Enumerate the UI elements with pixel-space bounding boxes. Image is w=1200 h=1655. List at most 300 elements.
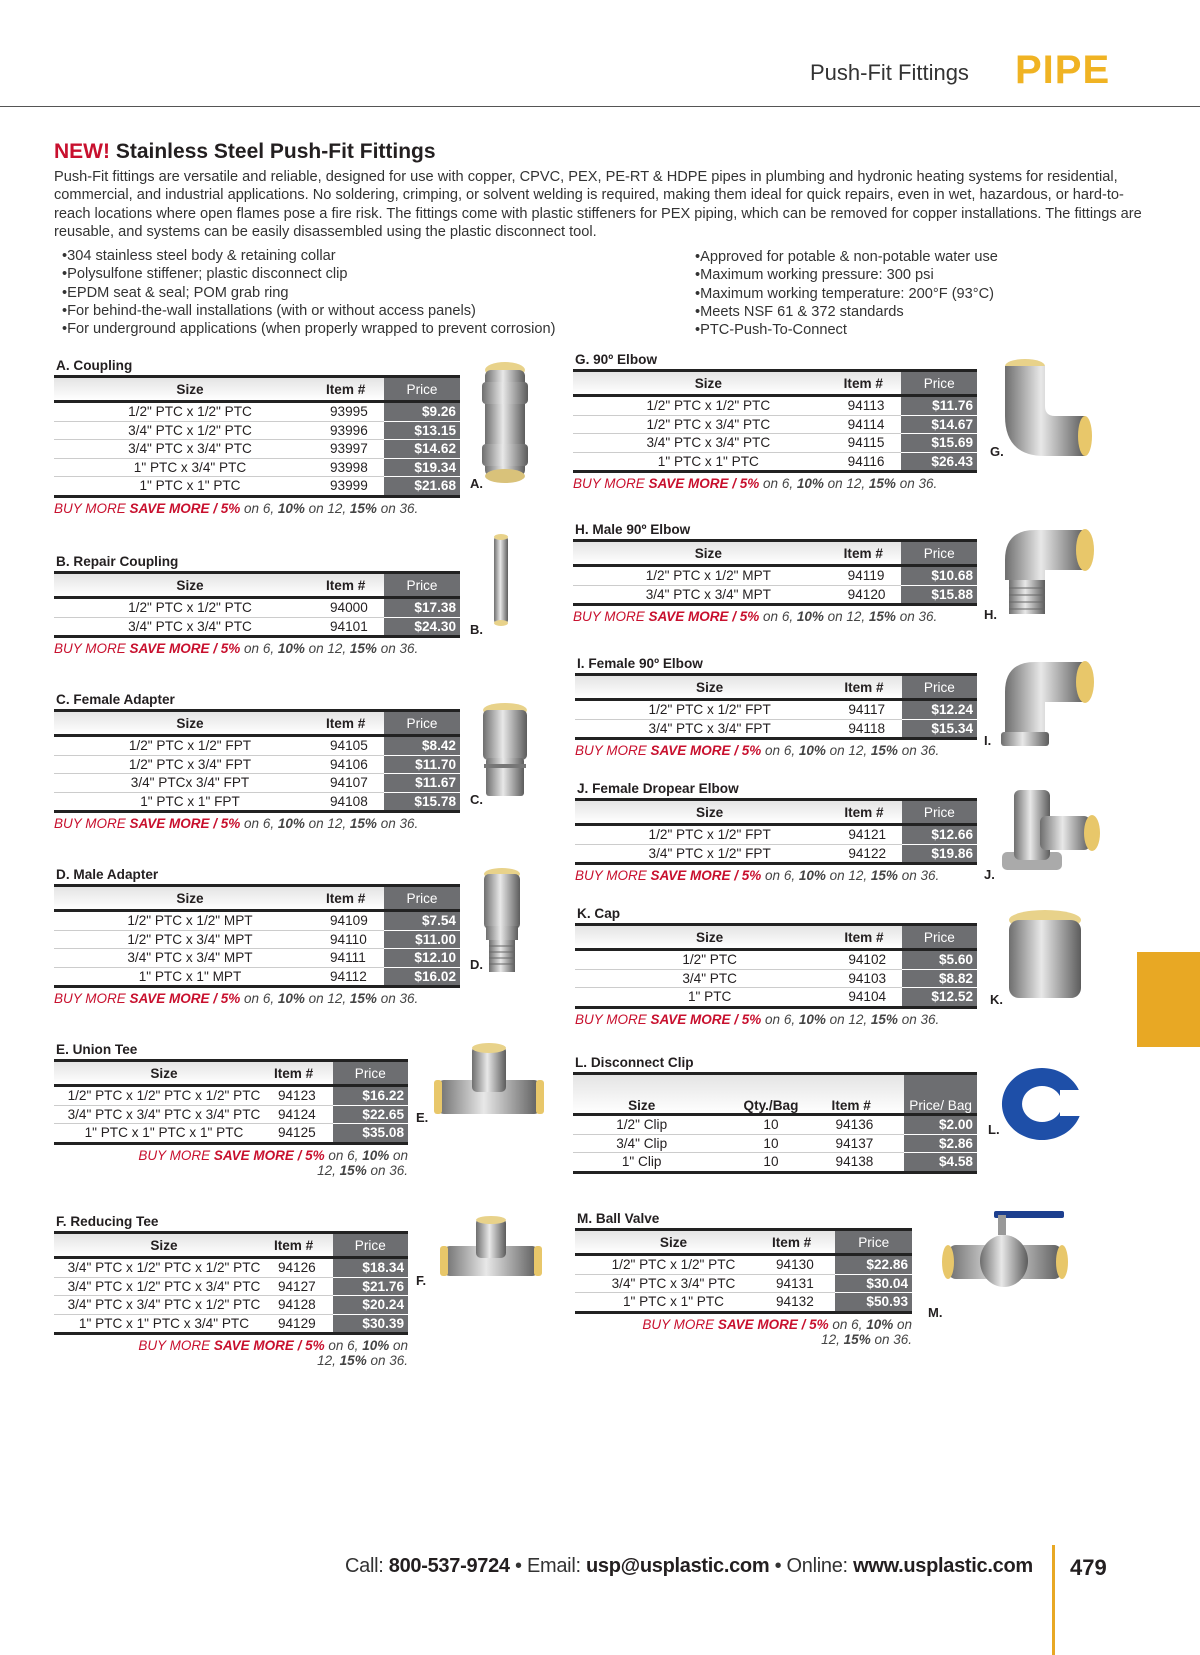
discount-part: on 6, — [759, 609, 797, 624]
cell-price: $15.34 — [902, 719, 977, 739]
discount-part: / 5% — [730, 743, 762, 758]
cell-item: 94110 — [326, 930, 384, 949]
discount-part: SAVE MORE — [717, 1316, 798, 1332]
discount-part: / 5% — [209, 816, 241, 831]
cell-size: 3/4" PTCx 3/4" FPT — [54, 774, 326, 793]
ball-valve-photo — [940, 1205, 1070, 1300]
cell-size: 3/4" PTC x 3/4" MPT — [54, 949, 326, 968]
column-header-price: Price — [333, 1234, 408, 1258]
table-row — [575, 950, 977, 970]
column-header-size: Size — [573, 372, 844, 396]
photo-label-l: L. — [988, 1122, 1000, 1137]
cell-item: 94114 — [844, 415, 902, 434]
cell-price: $12.24 — [902, 700, 977, 720]
cell-size: 3/4" PTC x 3/4" FPT — [575, 719, 844, 739]
cell-size: 3/4" PTC x 3/4" PTC — [573, 434, 844, 453]
feature-bullet: • Maximum working temperature: 200°F (93°C) — [695, 285, 998, 303]
discount-part: on 12, — [304, 816, 350, 831]
discount-part: on 12, — [317, 1338, 408, 1368]
section-disconnect-clip — [573, 1053, 977, 1174]
photo-label-k: K. — [990, 992, 1003, 1007]
female-adapter-volume-discount — [54, 816, 460, 831]
column-header-price: Price — [902, 801, 977, 825]
column-header-price: Price — [901, 542, 977, 566]
disconnect-clip-photo — [990, 1060, 1095, 1145]
column-header-price: Price — [902, 926, 977, 950]
cell-item: 94104 — [844, 988, 901, 1008]
feature-bullet: • EPDM seat & seal; POM grab ring — [62, 284, 555, 302]
cell-price: $24.30 — [384, 617, 460, 637]
discount-part: on 12, — [317, 1147, 408, 1178]
female-90-elbow-volume-discount — [575, 743, 977, 758]
discount-part: BUY MORE — [573, 476, 649, 491]
table-row — [573, 396, 977, 416]
discount-part: on 6, — [828, 1316, 867, 1332]
cell-price: $4.58 — [904, 1153, 977, 1173]
cell-price: $11.67 — [384, 774, 460, 793]
section-ball-valve — [575, 1209, 912, 1347]
cell-price: $22.86 — [835, 1255, 912, 1275]
footer-website[interactable]: www.usplastic.com — [853, 1555, 1033, 1577]
cell-item: 94138 — [832, 1153, 905, 1173]
discount-part: on 12, — [825, 868, 871, 883]
reducing-tee-title: F. Reducing Tee — [56, 1214, 159, 1229]
photo-label-e: E. — [416, 1110, 429, 1125]
discount-part: SAVE MORE — [648, 476, 729, 491]
section-union-tee — [54, 1040, 408, 1178]
cell-price: $50.93 — [835, 1293, 912, 1313]
cell-size: 3/4" PTC x 3/4" PTC x 3/4" PTC — [54, 1105, 274, 1124]
union-tee-photo — [430, 1040, 548, 1130]
table-row — [54, 617, 460, 637]
column-header-price: Price — [333, 1062, 408, 1086]
cell-size: 1/2" PTC x 3/4" PTC — [573, 415, 844, 434]
male-90-elbow-volume-discount — [573, 609, 977, 624]
discount-part: on 6, — [240, 641, 278, 656]
discount-part: BUY MORE — [575, 1011, 651, 1027]
discount-part: on 36. — [366, 1353, 408, 1368]
header-category: PIPE — [1015, 48, 1111, 92]
column-header-size: Size — [575, 1231, 772, 1255]
table-row — [54, 792, 460, 812]
column-header-price: Price — [384, 712, 460, 736]
table-row — [54, 736, 460, 756]
column-header-item: Item # — [772, 1231, 835, 1255]
discount-part: / 5% — [209, 991, 241, 1006]
discount-part: SAVE MORE — [129, 816, 210, 831]
coupling-volume-discount — [54, 501, 460, 516]
discount-part: on 36. — [897, 743, 940, 758]
cell-item: 94121 — [844, 825, 901, 845]
column-header-item: Item # — [844, 676, 901, 700]
cell-item: 94130 — [772, 1255, 835, 1275]
discount-part: on 6, — [324, 1338, 363, 1353]
cell-item: 94116 — [844, 452, 902, 472]
cell-item: 94131 — [772, 1274, 835, 1293]
male-adapter-title: D. Male Adapter — [56, 867, 159, 882]
discount-part: BUY MORE — [575, 743, 651, 758]
cell-price: $12.52 — [902, 988, 977, 1008]
column-header-item: Item # — [274, 1062, 333, 1086]
cell-qty: 10 — [710, 1115, 831, 1135]
discount-part: 10% — [798, 743, 826, 758]
cell-price: $26.43 — [901, 452, 977, 472]
discount-part: SAVE MORE — [129, 641, 210, 656]
discount-part: 10% — [362, 1147, 390, 1163]
new-badge: NEW! — [54, 140, 110, 163]
column-header-item: Item # — [326, 712, 384, 736]
cell-size: 3/4" PTC x 1/2" PTC x 1/2" PTC — [54, 1258, 274, 1278]
discount-part: 15% — [870, 868, 898, 883]
cell-price: $21.68 — [384, 477, 460, 497]
table-row — [54, 1105, 408, 1124]
discount-part: BUY MORE — [138, 1338, 214, 1353]
cell-price: $30.04 — [835, 1274, 912, 1293]
coupling-price-table — [54, 378, 460, 498]
cell-item: 94128 — [274, 1296, 333, 1315]
cell-size: 3/4" PTC x 1/2" PTC — [54, 421, 326, 440]
discount-part: 10% — [798, 868, 826, 883]
feature-bullet: • For behind-the-wall installations (with or without access panels) — [62, 302, 555, 320]
reducing-tee-volume-discount — [54, 1338, 408, 1368]
column-header-size: Size — [575, 676, 844, 700]
discount-part: on 6, — [240, 816, 278, 831]
discount-part: 10% — [277, 641, 305, 656]
footer-contact — [345, 1555, 1033, 1578]
dropear-elbow-title: J. Female Dropear Elbow — [577, 781, 739, 796]
section-female-dropear-elbow — [575, 779, 977, 883]
cell-size: 1" PTC — [575, 988, 844, 1008]
footer-email[interactable]: usp@usplastic.com — [585, 1555, 770, 1577]
cell-item: 94126 — [274, 1258, 333, 1278]
discount-part: on 12, — [304, 500, 350, 516]
cell-price: $15.78 — [384, 792, 460, 812]
column-header-size: Size — [54, 1062, 274, 1086]
column-header-qty: Qty./Bag — [710, 1075, 831, 1115]
90-elbow-photo — [990, 352, 1100, 467]
cell-item: 94129 — [274, 1314, 333, 1334]
discount-part: SAVE MORE — [648, 609, 729, 624]
discount-part: 10% — [362, 1338, 390, 1353]
discount-part: on 36. — [895, 609, 938, 624]
cell-size: 1/2" PTC x 1/2" FPT — [575, 700, 844, 720]
cell-item: 94108 — [326, 792, 384, 812]
cell-item: 94119 — [844, 566, 902, 586]
union-tee-title: E. Union Tee — [56, 1042, 138, 1057]
cell-item: 94107 — [326, 774, 384, 793]
discount-part: BUY MORE — [54, 991, 130, 1006]
section-reducing-tee — [54, 1212, 408, 1368]
90-elbow-title: G. 90º Elbow — [575, 352, 658, 367]
table-row — [54, 477, 460, 497]
table-row — [54, 440, 460, 459]
discount-part: 15% — [870, 1011, 898, 1027]
column-header-size: Size — [575, 801, 844, 825]
discount-part: 10% — [866, 1316, 894, 1332]
cell-size: 1/2" PTC — [575, 950, 844, 970]
discount-part: SAVE MORE — [213, 1147, 294, 1163]
discount-part: on 12, — [825, 743, 871, 758]
discount-part: 10% — [277, 816, 305, 831]
cell-price: $30.39 — [333, 1314, 408, 1334]
table-row — [575, 700, 977, 720]
union-tee-price-table — [54, 1062, 408, 1145]
cell-price: $16.22 — [333, 1086, 408, 1106]
column-header-size: Size — [54, 712, 326, 736]
discount-part: BUY MORE — [575, 868, 651, 883]
cell-price: $14.62 — [384, 440, 460, 459]
table-row — [54, 421, 460, 440]
cell-size: 3/4" PTC x 1/2" PTC x 3/4" PTC — [54, 1277, 274, 1296]
discount-part: BUY MORE — [642, 1316, 718, 1332]
ball-valve-volume-discount — [575, 1317, 912, 1347]
discount-part: on 12, — [825, 1011, 871, 1027]
90-elbow-price-table — [573, 372, 977, 473]
cell-item: 94101 — [326, 617, 384, 637]
cell-price: $10.68 — [901, 566, 977, 586]
cell-price: $11.00 — [384, 930, 460, 949]
cap-price-table — [575, 926, 977, 1009]
cell-price: $12.10 — [384, 949, 460, 968]
column-header-size: Size — [573, 542, 844, 566]
cell-size: 1/2" PTC x 3/4" FPT — [54, 755, 326, 774]
cell-item: 94127 — [274, 1277, 333, 1296]
table-row — [573, 1134, 977, 1153]
photo-label-a: A. — [470, 476, 483, 491]
cell-price: $18.34 — [333, 1258, 408, 1278]
female-90-elbow-photo — [995, 652, 1110, 752]
cell-price: $11.76 — [901, 396, 977, 416]
male-90-elbow-title: H. Male 90º Elbow — [575, 522, 691, 537]
photo-label-b: B. — [470, 622, 483, 637]
table-row — [54, 949, 460, 968]
section-male-90-elbow — [573, 520, 977, 624]
cell-size: 1" PTC x 1" PTC x 1" PTC — [54, 1124, 274, 1144]
cell-size: 1/2" PTC x 1/2" PTC x 1/2" PTC — [54, 1086, 274, 1106]
discount-part: on 6, — [761, 1011, 799, 1027]
discount-part: 15% — [868, 476, 896, 491]
photo-label-d: D. — [470, 957, 483, 972]
footer-online-label: • Online: — [769, 1555, 854, 1577]
discount-part: 15% — [843, 1331, 871, 1347]
cell-price: $35.08 — [333, 1124, 408, 1144]
cell-item: 94118 — [844, 719, 901, 739]
cell-price: $17.38 — [384, 598, 460, 618]
discount-part: on 12, — [304, 991, 350, 1006]
discount-part: SAVE MORE — [650, 743, 731, 758]
discount-part: 15% — [339, 1162, 367, 1178]
cell-item: 94117 — [844, 700, 901, 720]
cell-size: 1/2" PTC x 1/2" MPT — [54, 911, 326, 931]
female-adapter-title: C. Female Adapter — [56, 692, 175, 707]
footer-call-label: Call: — [345, 1555, 389, 1577]
cell-price: $22.65 — [333, 1105, 408, 1124]
discount-part: / 5% — [293, 1147, 325, 1163]
male-90-elbow-price-table — [573, 542, 977, 606]
table-row — [573, 415, 977, 434]
column-header-size: Size — [575, 926, 844, 950]
dropear-elbow-price-table — [575, 801, 977, 865]
section-side-tab — [1137, 952, 1200, 1047]
discount-part: 15% — [349, 816, 377, 831]
cell-size: 1/2" PTC x 1/2" MPT — [573, 566, 844, 586]
discount-part: on 12, — [823, 609, 869, 624]
column-header-item: Item # — [326, 574, 384, 598]
table-row — [575, 719, 977, 739]
discount-part: / 5% — [209, 641, 241, 656]
cell-item: 94103 — [844, 969, 901, 988]
feature-bullet: • PTC-Push-To-Connect — [695, 321, 998, 339]
reducing-tee-price-table — [54, 1234, 408, 1335]
coupling-title: A. Coupling — [56, 358, 133, 373]
table-row — [54, 1314, 408, 1334]
cell-item: 94113 — [844, 396, 902, 416]
table-row — [575, 844, 977, 864]
table-row — [54, 930, 460, 949]
footer-divider — [1052, 1545, 1055, 1655]
feature-bullet: • Maximum working pressure: 300 psi — [695, 266, 998, 284]
cell-item: 94124 — [274, 1105, 333, 1124]
discount-part: SAVE MORE — [650, 868, 731, 883]
cell-item: 93997 — [326, 440, 384, 459]
discount-part: / 5% — [293, 1338, 325, 1353]
disconnect-clip-title: L. Disconnect Clip — [575, 1055, 694, 1070]
discount-part: / 5% — [730, 868, 762, 883]
cell-price: $5.60 — [902, 950, 977, 970]
male-90-elbow-photo — [995, 520, 1110, 620]
cell-size: 3/4" PTC x 3/4" PTC — [54, 440, 326, 459]
cell-item: 94109 — [326, 911, 384, 931]
column-header-size: Size — [54, 887, 326, 911]
column-header-price: Price — [901, 372, 977, 396]
table-row — [54, 774, 460, 793]
cell-price: $15.88 — [901, 585, 977, 605]
column-header-size: Size — [54, 574, 326, 598]
column-header-price: Price — [835, 1231, 912, 1255]
cell-item: 93995 — [326, 402, 384, 422]
discount-part: 15% — [339, 1353, 367, 1368]
discount-part: SAVE MORE — [129, 991, 210, 1006]
column-header-item: Item # — [844, 372, 902, 396]
cell-item: 94137 — [832, 1134, 905, 1153]
disconnect-clip-price-table — [573, 1075, 977, 1174]
column-header-item: Item # — [326, 887, 384, 911]
cell-item: 94122 — [844, 844, 901, 864]
column-header-size: Size — [54, 1234, 274, 1258]
female-adapter-price-table — [54, 712, 460, 813]
table-row — [575, 969, 977, 988]
discount-part: SAVE MORE — [213, 1338, 294, 1353]
cell-item: 93999 — [326, 477, 384, 497]
dropear-elbow-volume-discount — [575, 868, 977, 883]
cell-size: 3/4" PTC x 3/4" PTC — [575, 1274, 772, 1293]
discount-part: / 5% — [730, 1011, 762, 1027]
cell-size: 1" PTC x 1" PTC — [575, 1293, 772, 1313]
cap-title: K. Cap — [577, 906, 621, 921]
section-90-elbow — [573, 350, 977, 491]
cell-size: 1" PTC x 1" MPT — [54, 967, 326, 987]
section-male-adapter — [54, 865, 460, 1006]
column-header-item: Item # — [844, 801, 901, 825]
cell-item: 94106 — [326, 755, 384, 774]
table-row — [54, 755, 460, 774]
discount-part: 10% — [277, 991, 305, 1006]
cell-price: $2.00 — [904, 1115, 977, 1135]
discount-part: BUY MORE — [54, 500, 130, 516]
discount-part: on 12, — [823, 476, 869, 491]
cell-size: 3/4" PTC x 3/4" PTC x 1/2" PTC — [54, 1296, 274, 1315]
cell-item: 94123 — [274, 1086, 333, 1106]
column-header-item: Item # — [274, 1234, 333, 1258]
discount-part: on 6, — [761, 743, 799, 758]
cell-qty: 10 — [710, 1153, 831, 1173]
discount-part: 10% — [796, 609, 824, 624]
cell-item: 93998 — [326, 458, 384, 477]
column-header-price: Price — [384, 574, 460, 598]
discount-part: 15% — [870, 743, 898, 758]
dropear-elbow-photo — [990, 782, 1110, 877]
table-row — [573, 1115, 977, 1135]
feature-bullet: • 304 stainless steel body & retaining collar — [62, 247, 555, 265]
cell-price: $14.67 — [901, 415, 977, 434]
table-row — [54, 1124, 408, 1144]
cell-size: 1/2" PTC x 1/2" PTC — [54, 598, 326, 618]
column-header-size: Size — [54, 378, 326, 402]
ball-valve-title: M. Ball Valve — [577, 1211, 660, 1226]
cell-item: 94115 — [844, 434, 902, 453]
column-header-item: Item # — [844, 542, 902, 566]
table-row — [573, 434, 977, 453]
feature-bullet: • For underground applications (when properly wrapped to prevent corrosion) — [62, 320, 555, 338]
discount-part: on 6, — [761, 868, 799, 883]
photo-label-m: M. — [928, 1305, 943, 1320]
table-row — [54, 458, 460, 477]
discount-part: 15% — [349, 641, 377, 656]
intro-paragraph: Push-Fit fittings are versatile and reliable, designed for use with copper, CPVC, PEX, PE-RT & HDPE pipes in plumbing and hydronic heating systems for residential, commercial, and industrial applications. No soldering, crimping, or solvent welding is required, making them ideal for quick repairs, even in wet, hazardous, or hard-to-reach locations where open flames pose a fire risk. The fittings come with plastic stiffeners for PEX piping, which can be removed for copper installations. The fittings are reusable, and systems can be easily disassembled using the plastic disconnect tool. — [54, 169, 1142, 240]
footer-phone[interactable]: 800-537-9724 — [388, 1555, 510, 1577]
table-row — [54, 911, 460, 931]
photo-label-g: G. — [990, 444, 1004, 459]
cell-price: $2.86 — [904, 1134, 977, 1153]
cell-item: 94112 — [326, 967, 384, 987]
discount-part: / 5% — [209, 500, 241, 516]
table-row — [573, 566, 977, 586]
cell-size: 1" PTC x 3/4" PTC — [54, 458, 326, 477]
table-row — [575, 825, 977, 845]
table-row — [575, 1255, 912, 1275]
cell-item: 93996 — [326, 421, 384, 440]
cell-price: $21.76 — [333, 1277, 408, 1296]
cap-volume-discount — [575, 1012, 977, 1027]
90-elbow-volume-discount — [573, 476, 977, 491]
section-cap — [575, 904, 977, 1027]
cell-size: 1" PTC x 1" PTC x 3/4" PTC — [54, 1314, 274, 1334]
discount-part: on 36. — [376, 991, 419, 1006]
table-row — [575, 1274, 912, 1293]
repair-coupling-title: B. Repair Coupling — [56, 554, 179, 569]
female-adapter-photo — [470, 700, 540, 800]
discount-part: 10% — [798, 1011, 826, 1027]
cell-item: 94136 — [832, 1115, 905, 1135]
discount-part: / 5% — [728, 609, 760, 624]
page-title — [54, 140, 436, 164]
cell-size: 3/4" PTC x 3/4" MPT — [573, 585, 844, 605]
discount-part: on 36. — [897, 868, 940, 883]
female-90-elbow-price-table — [575, 676, 977, 740]
discount-part: / 5% — [797, 1316, 829, 1332]
cell-size: 1" PTC x 1" FPT — [54, 792, 326, 812]
discount-part: BUY MORE — [54, 816, 130, 831]
